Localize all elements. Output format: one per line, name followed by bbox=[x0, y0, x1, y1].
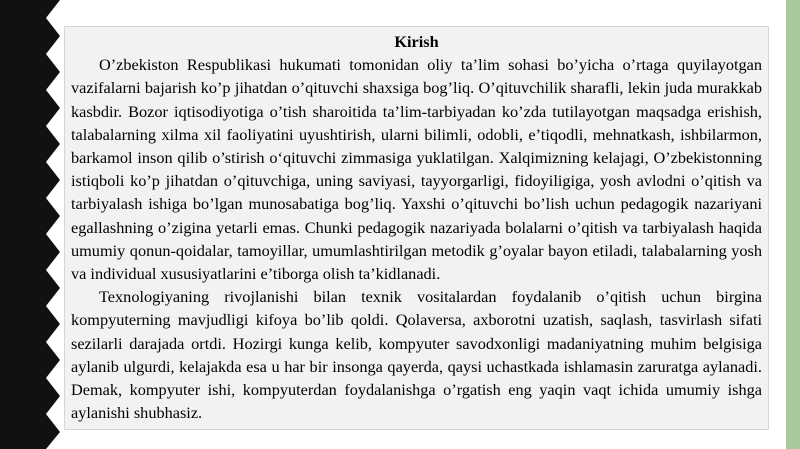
document-title: Kirish bbox=[394, 32, 439, 51]
right-accent-bar bbox=[786, 0, 800, 449]
text-box bbox=[64, 26, 769, 430]
left-decorative-band bbox=[0, 0, 44, 449]
paragraph: Texnologiyaning rivojlanishi bilan texnik vositalardan foydalanib o’qitish uchun birgina kompyuterning mavjudligi kifoya bo’lib qoldi. Qolaversa, axborotni uzatish, saqlash, tasvirlash sifati sezilarli darajada ortdi. Hozirgi kunga kelib, kompyuter savodxonligi madaniyatning muhim belgisiga aylanib ulgurdi, kelajakda esa u har bir insonga qayerda, qaysi uchastkada ishlamasin zaruratga aylanadi. Demak, kompyuter ishi, kompyuterdan foydalanishga o’rgatish eng yaqin vaqt ichida umumiy ishga aylanishi shubhasiz. bbox=[71, 287, 762, 423]
paragraph: O’zbekiston Respublikasi hukumati tomonidan oliy ta’lim sohasi bo’yicha o’rtaga quyilayotgan vazifalarni bajarish ko’p jihatdan o’qituvchi shaxsiga bog’liq. O’qituvchilik sharafli, lekin juda murakkab kasbdir. Bozor iqtisodiyotiga o’tish sharoitida ta’lim-tarbiyadan ko’zda tutilayotgan maqsadga erishish, talabalarning xilma xil faoliyatini uyushtirish, ularni bilimli, odobli, e’tiqodli, mehnatkash, ishbilarmon, barkamol inson qilib o’stirish o‘qituvchi zimmasiga yuklatilgan. Xalqimizning kelajagi, O’zbekistonning istiqboli ko’p jihatdan o’qituvchiga, uning saviyasi, tayyorgarligi, fidoyiligiga, yosh avlodni o’qitish va tarbiyalash ishiga bo’lgan munosabatiga bog’liq. Yaxshi o’qituvchi bo’lish uchun pedagogik nazariyani egallashning o’zigina yetarli emas. Chunki pedagogik nazariyada bolalarni o’qitish va tarbiyalash haqida umumiy qonun-qoidalar, tamoyillar, umumlashtirilgan metodik g’oyalar bayon etiladi, talabalarning yosh va individual xususiyatlarini e’tiborga olish ta’kidlanadi. bbox=[71, 55, 762, 284]
